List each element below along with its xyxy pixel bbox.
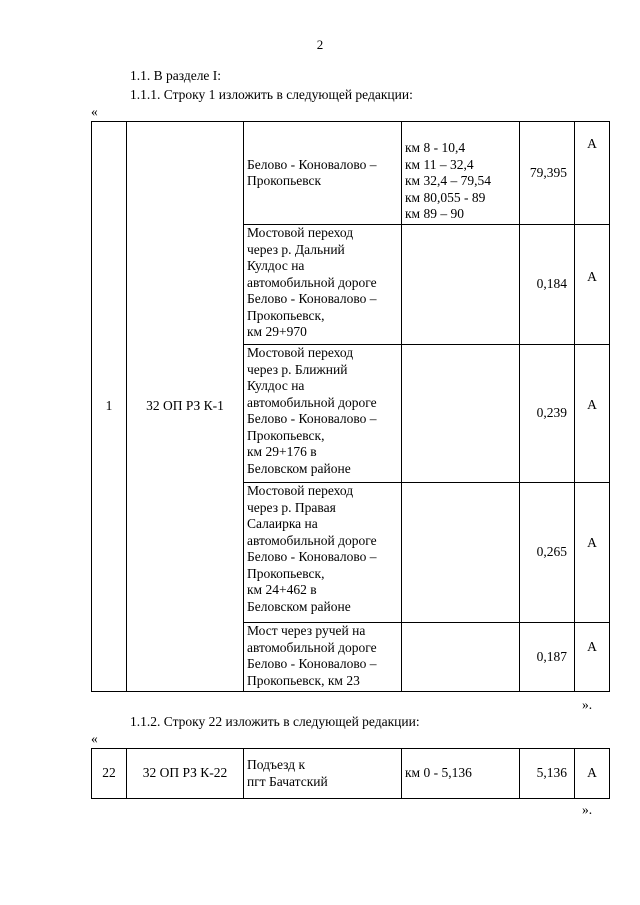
road-code-cell: 32 ОП РЗ К-22 [127, 749, 244, 799]
segment-name-cell: Белово - Коновалово – Прокопьевск [244, 122, 402, 225]
row-number-cell: 22 [92, 749, 127, 799]
close-quote-2: ». [582, 802, 593, 817]
length-cell: 79,395 [520, 122, 575, 225]
segment-name-cell: Подъезд к пгт Бачатский [244, 749, 402, 799]
length-cell: 0,265 [520, 483, 575, 623]
close-quote-1: ». [582, 697, 593, 712]
segment-name-cell: Мостовой переход через р. Правая Салаирка на автомобильной дороге Белово - Коновалово – Прокопьевск, км 24+462 в Беловском районе [244, 483, 402, 623]
category-cell: А [575, 483, 610, 623]
km-range-cell: км 0 - 5,136 [402, 749, 520, 799]
road-code-cell: 32 ОП РЗ К-1 [127, 122, 244, 692]
category-cell: А [575, 749, 610, 799]
segment-name-cell: Мост через ручей на автомобильной дороге Белово - Коновалово – Прокопьевск, км 23 [244, 623, 402, 692]
segment-name-cell: Мостовой переход через р. Ближний Кулдос на автомобильной дороге Белово - Коновалово – Прокопьевск, км 29+176 в Беловском районе [244, 345, 402, 483]
category-cell: А [575, 345, 610, 483]
km-range-cell [402, 345, 520, 483]
instruction-row-1: 1.1.1. Строку 1 изложить в следующей редакции: [130, 87, 413, 102]
km-range-cell: км 8 - 10,4 км 11 – 32,4 км 32,4 – 79,54 км 80,055 - 89 км 89 – 90 [402, 122, 520, 225]
instruction-row-22: 1.1.2. Строку 22 изложить в следующей редакции: [130, 714, 420, 729]
length-cell: 0,187 [520, 623, 575, 692]
km-range-cell [402, 623, 520, 692]
category-cell: А [575, 623, 610, 692]
length-cell: 0,239 [520, 345, 575, 483]
table-row-22-replacement [91, 748, 610, 799]
km-range-cell [402, 225, 520, 345]
open-quote-1: « [91, 104, 98, 119]
page-number: 2 [316, 37, 324, 52]
length-cell: 5,136 [520, 749, 575, 799]
open-quote-2: « [91, 731, 98, 746]
km-range-cell [402, 483, 520, 623]
segment-name-cell: Мостовой переход через р. Дальний Кулдос на автомобильной дороге Белово - Коновалово – Прокопьевск, км 29+970 [244, 225, 402, 345]
section-heading: 1.1. В разделе I: [130, 68, 222, 83]
category-cell: А [575, 122, 610, 225]
row-number-cell: 1 [92, 122, 127, 692]
category-cell: А [575, 225, 610, 345]
table-row-1-replacement [91, 121, 610, 692]
length-cell: 0,184 [520, 225, 575, 345]
